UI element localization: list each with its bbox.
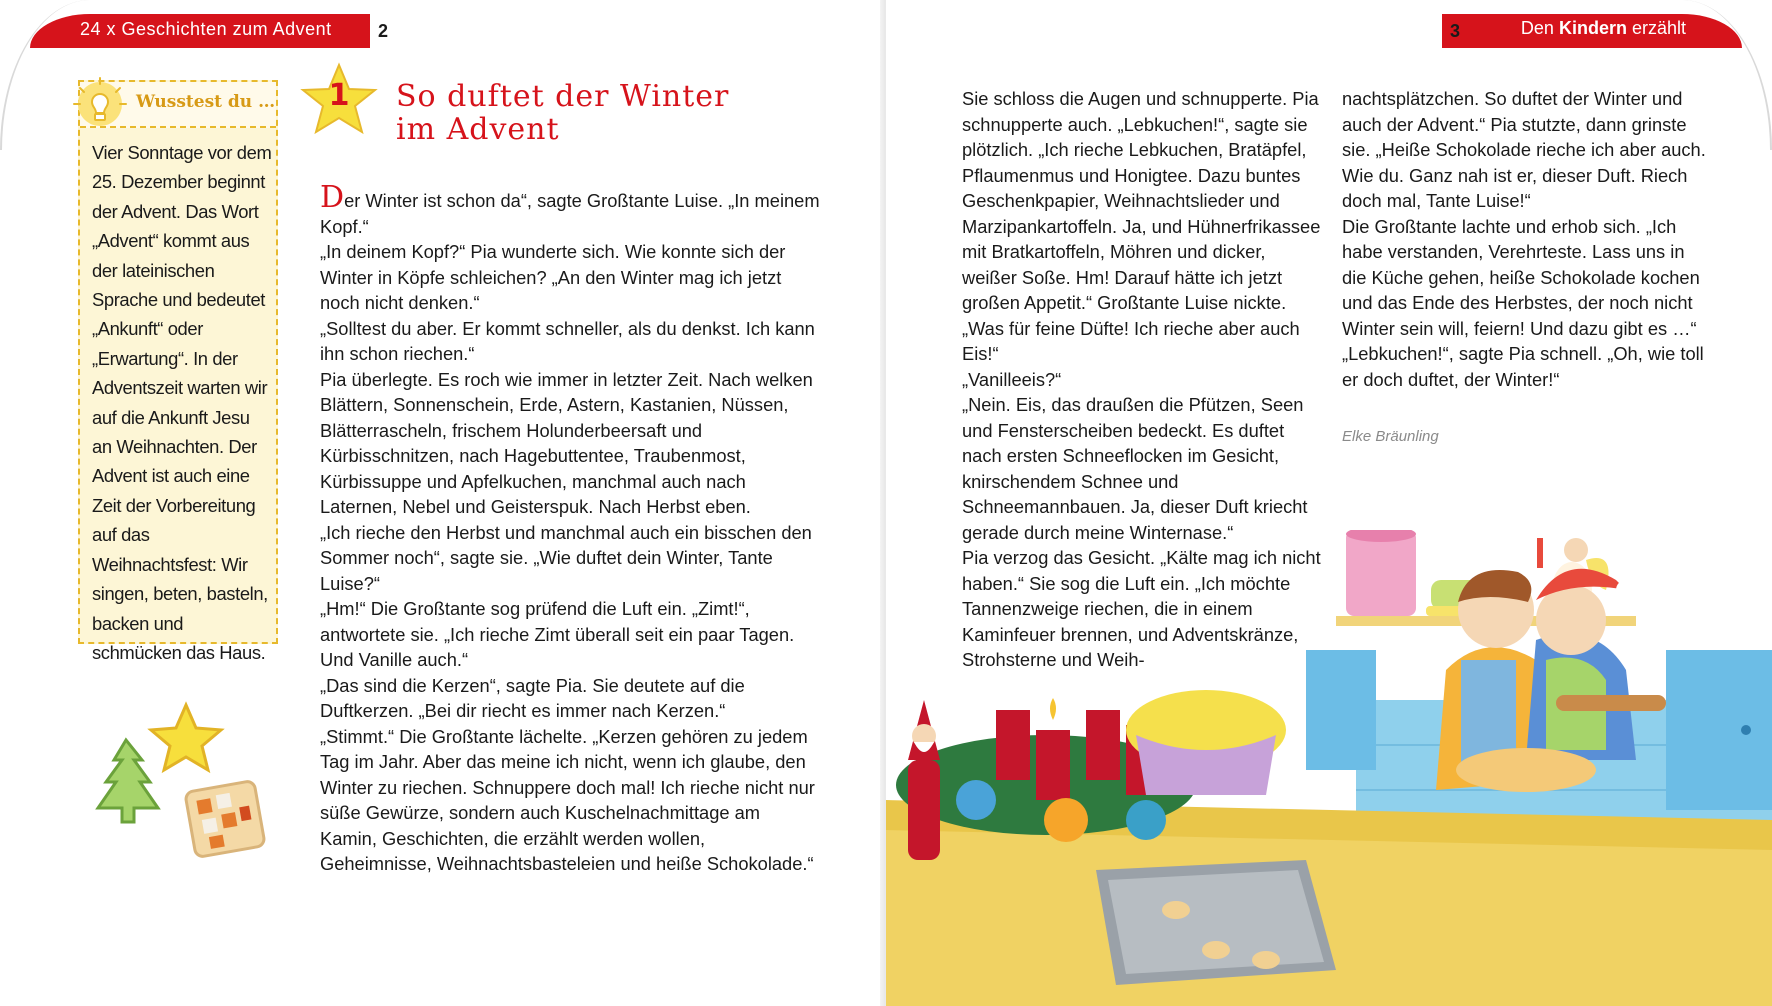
info-box-header	[80, 82, 276, 128]
story-title-line-2: im Advent	[396, 112, 560, 147]
info-box-title: Wusstest du …	[136, 92, 276, 112]
tree-cookie	[98, 740, 158, 822]
series-title-bold: Kindern	[1558, 18, 1627, 38]
story-title	[396, 80, 796, 146]
info-box	[78, 80, 278, 663]
baking-people	[1436, 569, 1666, 792]
cookies-illustration	[86, 700, 276, 870]
book-title: 24 x Geschichten zum Advent	[80, 19, 332, 39]
santa-figure	[908, 700, 940, 860]
lightbulb-icon	[72, 76, 128, 132]
series-title	[1521, 18, 1686, 39]
page-number-left: 2	[378, 21, 389, 41]
story-column-1	[320, 180, 820, 877]
window-cookie	[185, 780, 265, 857]
left-page	[0, 0, 884, 1006]
page-number-right: 3	[1450, 21, 1461, 41]
cookie-basket	[1126, 690, 1286, 795]
series-title-prefix: Den	[1520, 18, 1559, 38]
story-title-line-1: So duftet der Winter	[396, 79, 730, 114]
baking-tray	[1096, 860, 1336, 985]
drop-cap: D	[320, 180, 345, 215]
story-column-3: nachtsplätzchen. So duftet der Winter und auch der Advent.“ Pia stutzte, dann grinste sie. „Heiße Schokolade rieche ich aber auch. Wie du. Ganz nah ist er, dieser Duft. Riech doch mal, Tante Luise!“ Die Großtante lachte und erhob sich. „Ich habe verstanden, Verehrteste. Lass uns in die Küche gehen, heiße Schokolade kochen und das Ende des Herbstes, der noch nicht Winter sein will, feiern! Und dazu gibt es …“ „Lebkuchen!“, sagte Pia schnell. „Oh, wie toll er doch duftet, der Winter!“	[1342, 88, 1706, 390]
story-column-1-text: er Winter ist schon da“, sagte Großtante Luise. „In meinem Kopf.“ „In deinem Kopf?“ Pia wunderte sich. Wie konnte sich der Winter in Köpfe schleichen? „An den Winter mag ich jetzt noch nicht denken.“ „Solltest du aber. Er kommt schneller, als du denkst. Ich kann ihn schon riechen.“ Pia überlegte. Es roch wie immer in letzter Zeit. Nach welken Blättern, Sonnenschein, Erde, Astern, Kastanien, Nüssen, Blätterrascheln, frischem Holunderbeersaft und Kürbisschnitzen, nach Hagebuttentee, Traubenmost, Kürbissuppe und Apfelkuchen, manchmal auch nach Laternen, Nebel und Geisterspuk. Nach Herbst eben. „Ich rieche den Herbst und manchmal auch ein bisschen den Sommer noch“, sagte sie. „Wie duftet dein Winter, Tante Luise?“ „Hm!“ Die Großtante sog prüfend die Luft ein. „Zimt!“, antwortete sie. „Ich rieche Zimt überall seit ein paar Tagen. Und Vanille auch.“ „Das sind die Kerzen“, sagte Pia. Sie deutete auf die Duftkerzen. „Bei dir riecht es immer nach Kerzen.“ „Stimmt.“ Die Großtante lächelte. „Kerzen gehören zu jedem Tag im Jahr. Aber das meine ich nicht, wenn ich glaube, den Winter zu riechen. Schnuppere doch mal! Ich rieche nicht nur süße Gewürze, sondern auch Kuschelnachmittage am Kamin, Geschichten, die erzählt werden wollen, Geheimnisse, Weihnachtsbasteleien und heiße Schokolade.“	[320, 190, 820, 874]
star-cookie	[151, 705, 221, 770]
story-number: 1	[328, 78, 350, 113]
story-author: Elke Bräunling	[1342, 428, 1439, 445]
series-title-suffix: erzählt	[1626, 18, 1686, 38]
kitchen-illustration	[886, 530, 1772, 1006]
story-column-2: Sie schloss die Augen und schnupperte. Pia schnupperte auch. „Lebkuchen!“, sagte sie plötzlich. „Ich rieche Lebkuchen, Bratäpfel, Pflaumenmus und Honigtee. Dazu buntes Geschenkpapier, Weihnachtslieder und Marzipankartoffeln. Ja, und Hühnerfrikassee mit Bratkartoffeln, Möhren und dicker, weißer Soße. Hm! Darauf hätte ich jetzt großen Appetit.“ Großtante Luise nickte. „Was für feine Düfte! Ich rieche aber auch Eis!“ „Vanilleeis?“ „Nein. Eis, das draußen die Pfützen, Seen und Fensterscheiben bedeckt. Es duftet nach ersten Schneeflocken im Gesicht, knirschendem Schnee und Schneemannbauen. Ja, dieser Duft kriecht gerade durch meine Winternase.“ Pia verzog das Gesicht. „Kälte mag ich nicht haben.“ Sie sog die Luft ein. „Ich möchte Tannenzweige riechen, die in einem Kaminfeuer brennen, und Adventskränze, Strohsterne und Weih-	[962, 88, 1321, 670]
info-box-text: Vier Sonntage vor dem 25. Dezember beginnt der Advent. Das Wort „Advent“ kommt aus der lateinischen Sprache und bedeutet „Ankunft“ oder „Erwartung“. In der Adventszeit warten wir auf die Ankunft Jesu an Weihnachten. Der Advent ist auch eine Zeit der Vorbereitung auf das Weihnachtsfest: Wir singen, beten, basteln, backen und schmücken das Haus.	[92, 142, 272, 663]
